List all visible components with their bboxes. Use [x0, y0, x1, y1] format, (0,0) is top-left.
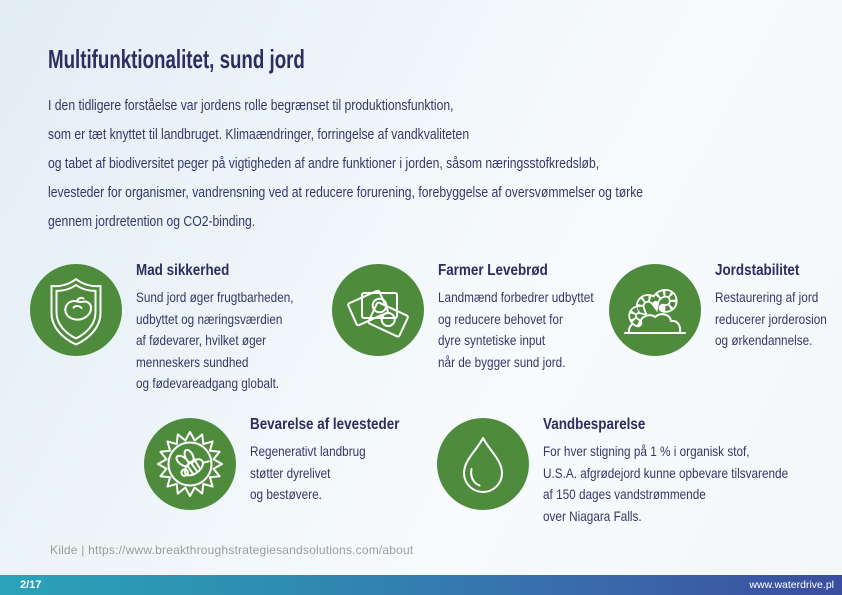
- feature-line: udbyttet og næringsværdien: [136, 310, 283, 327]
- feature-line: støtter dyrelivet: [250, 464, 331, 481]
- feature-line: Restaurering af jord: [715, 289, 819, 305]
- feature-line: Sund jord øger frugtbarheden,: [136, 289, 294, 305]
- intro-paragraph: [48, 92, 643, 237]
- feature-title: Farmer Levebrød: [438, 262, 548, 279]
- feature-water-saving: [437, 418, 835, 527]
- feature-text: [438, 261, 594, 373]
- feature-title: Vandbesparelse: [543, 416, 646, 433]
- shield-seed-icon: [30, 264, 122, 356]
- feature-line: og reducere behovet for: [438, 310, 563, 327]
- feature-line: U.S.A. afgrødejord kunne opbevare tilsvarende: [543, 464, 789, 481]
- feature-farmer-livelihood: [332, 264, 623, 373]
- feature-line: når de bygger sund jord.: [438, 353, 566, 370]
- feature-soil-stability: [609, 264, 842, 356]
- feature-line: reducerer jorderosion: [715, 310, 827, 327]
- feature-text: [715, 261, 827, 352]
- intro-line: I den tidligere forståelse var jordens rolle begrænset til produktionsfunktion,: [48, 98, 454, 114]
- feature-line: af fødevarer, hvilket øger: [136, 332, 267, 348]
- page-number: 2/17: [20, 579, 42, 591]
- feature-title: Jordstabilitet: [715, 262, 800, 279]
- banknotes-icon: [332, 264, 424, 356]
- feature-line: Landmænd forbedrer udbyttet: [438, 289, 594, 305]
- intro-line: gennem jordretention og CO2-binding.: [48, 214, 256, 230]
- feature-text: [250, 415, 399, 506]
- feature-line: af 150 dages vandstrømmende: [543, 486, 706, 502]
- feature-line: og bestøvere.: [250, 486, 322, 502]
- intro-line: som er tæt knyttet til landbruget. Klimaændringer, forringelse af vandkvaliteten: [48, 127, 470, 143]
- source-citation: Kilde | https://www.breakthroughstrategiesandsolutions.com/about: [50, 543, 414, 557]
- worm-soil-icon: [609, 264, 701, 356]
- footer-bar: [0, 575, 842, 595]
- feature-text: [543, 415, 788, 527]
- feature-line: menneskers sundhed: [136, 353, 249, 370]
- intro-line: levesteder for organismer, vandrensning ved at reducere forurening, forebyggelse af oversvømmelser og tørke: [48, 185, 644, 201]
- feature-line: og fødevareadgang globalt.: [136, 375, 280, 391]
- feature-title: Mad sikkerhed: [136, 262, 230, 279]
- bee-pollinator-icon: [144, 418, 236, 510]
- intro-line: og tabet af biodiversitet peger på vigtigheden af andre funktioner i jorden, såsom næringsstofkredsløb,: [48, 156, 600, 172]
- feature-habitat-preservation: [144, 418, 428, 510]
- water-drop-icon: [437, 418, 529, 510]
- feature-food-security: [30, 264, 324, 395]
- footer-website: www.waterdrive.pl: [749, 579, 834, 591]
- feature-line: Regenerativt landbrug: [250, 443, 366, 459]
- feature-line: For hver stigning på 1 % i organisk stof,: [543, 443, 750, 459]
- feature-line: dyre syntetiske input: [438, 332, 546, 348]
- feature-line: over Niagara Falls.: [543, 507, 642, 524]
- page-title: Multifunktionalitet, sund jord: [48, 44, 305, 74]
- feature-title: Bevarelse af levesteder: [250, 416, 400, 433]
- feature-line: og ørkendannelse.: [715, 332, 813, 348]
- feature-text: [136, 261, 294, 395]
